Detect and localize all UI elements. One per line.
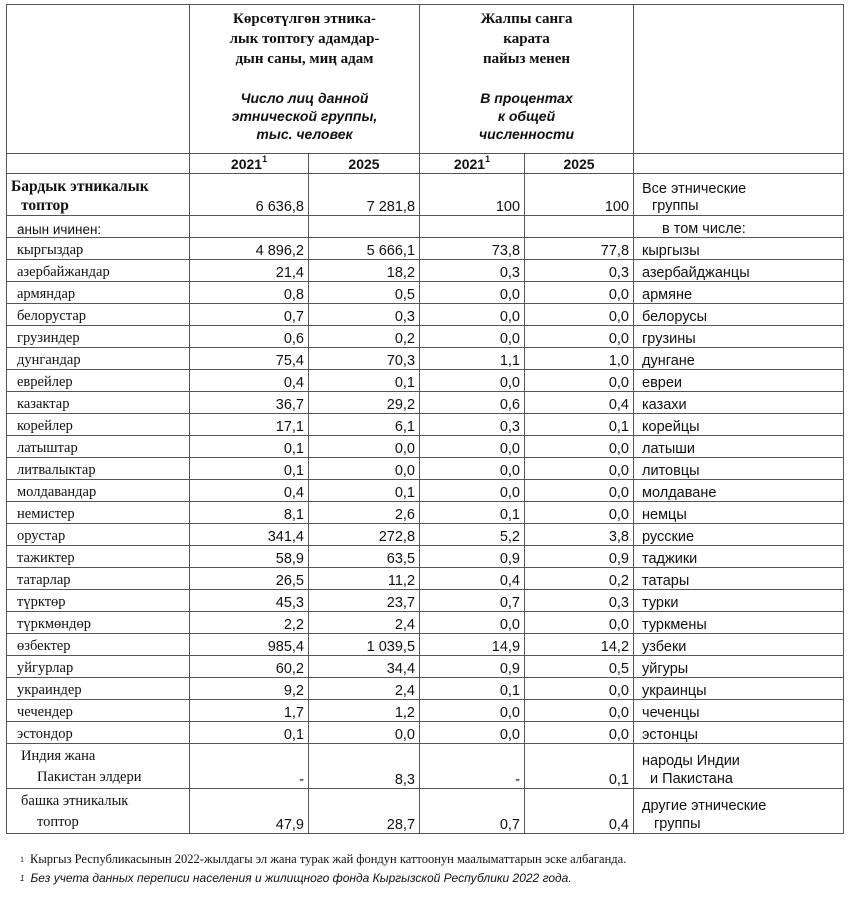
footnote-ky: $^1$ Кыргыз Республикасынын 2022-жылдагы эл жана турак жай фондун каттоонун маалыматтарын эске албаганда. xyxy=(20,852,627,866)
row-percent-2021: 0,1 xyxy=(420,502,525,524)
row-value-2021: 17,1 xyxy=(190,414,309,436)
footnote-ru: $^1$ Без учета данных переписи населения и жилищного фонда Кыргызской Республики 2022 года. xyxy=(20,871,572,885)
row-value-2021: 0,1 xyxy=(190,458,309,480)
row-ky-label: молдавандар xyxy=(7,480,190,502)
row-value-2021: 4 896,2 xyxy=(190,238,309,260)
table-header-row xyxy=(7,5,844,154)
total-row xyxy=(7,174,844,216)
header-count-ru-line: этнической группы, xyxy=(231,108,378,124)
row-ru-label: русские xyxy=(634,524,844,546)
row-ky-label: белорустар xyxy=(7,304,190,326)
row-ky-label: корейлер xyxy=(7,414,190,436)
row-value-2025: 2,6 xyxy=(309,502,420,524)
table-row xyxy=(7,634,844,656)
header-percent-ru-line: к общей xyxy=(497,108,556,124)
total-ky-label: Бардык этникалык топтор xyxy=(7,174,190,216)
row-ru-label: чеченцы xyxy=(634,700,844,722)
row-percent-2021: 0,0 xyxy=(420,436,525,458)
row-ky-label: грузиндер xyxy=(7,326,190,348)
row-percent-2021: 0,0 xyxy=(420,326,525,348)
table-row xyxy=(7,612,844,634)
other-row xyxy=(7,789,844,834)
row-ru-label: таджики xyxy=(634,546,844,568)
row-ru-label: немцы xyxy=(634,502,844,524)
row-value-2021: 985,4 xyxy=(190,634,309,656)
ethnic-rows xyxy=(7,238,844,744)
row-percent-2021: 5,2 xyxy=(420,524,525,546)
row-percent-2021: 0,0 xyxy=(420,480,525,502)
row-percent-2025: 0,3 xyxy=(525,260,634,282)
subhead-row xyxy=(7,216,844,238)
row-ru-label: кыргызы xyxy=(634,238,844,260)
table-row xyxy=(7,700,844,722)
row-value-2021: 21,4 xyxy=(190,260,309,282)
row-percent-2021: 0,0 xyxy=(420,700,525,722)
row-ky-label: орустар xyxy=(7,524,190,546)
total-ru-label: Все этнические группы xyxy=(634,174,844,216)
header-percent-ky-line: Жалпы санга xyxy=(480,11,573,27)
row-ky-label: түрктөр xyxy=(7,590,190,612)
subhead-ky: анын ичинен: xyxy=(7,216,190,238)
india-ky-label: Индия жана Пакистан элдери xyxy=(7,744,190,789)
row-value-2021: 9,2 xyxy=(190,678,309,700)
other-ru-label: другие этнические группы xyxy=(634,789,844,834)
row-value-2021: 0,1 xyxy=(190,722,309,744)
row-ru-label: уйгуры xyxy=(634,656,844,678)
row-percent-2021: 0,4 xyxy=(420,568,525,590)
row-ru-label: туркмены xyxy=(634,612,844,634)
row-percent-2025: 0,0 xyxy=(525,612,634,634)
row-value-2025: 0,0 xyxy=(309,436,420,458)
table-row xyxy=(7,568,844,590)
table-row xyxy=(7,260,844,282)
header-percent-ru-line: В процентах xyxy=(480,90,573,106)
row-percent-2025: 77,8 xyxy=(525,238,634,260)
year-2021-percent: 2021$^1$ xyxy=(420,154,525,174)
year-2021-count: 2021$^1$ xyxy=(190,154,309,174)
row-percent-2025: 0,0 xyxy=(525,326,634,348)
header-percent-ru-line: численности xyxy=(478,126,575,142)
row-percent-2025: 0,4 xyxy=(525,392,634,414)
row-percent-2021: 1,1 xyxy=(420,348,525,370)
row-ky-label: немистер xyxy=(7,502,190,524)
row-ky-label: дунгандар xyxy=(7,348,190,370)
row-value-2021: 75,4 xyxy=(190,348,309,370)
row-percent-2025: 3,8 xyxy=(525,524,634,546)
row-ky-label: өзбектер xyxy=(7,634,190,656)
row-percent-2021: 0,0 xyxy=(420,458,525,480)
total-percent-2021: 100 xyxy=(420,174,525,216)
india-value-2025: 8,3 xyxy=(309,744,420,789)
row-value-2025: 29,2 xyxy=(309,392,420,414)
table-row xyxy=(7,370,844,392)
header-blank-right xyxy=(634,5,844,154)
row-value-2025: 70,3 xyxy=(309,348,420,370)
row-percent-2021: 0,6 xyxy=(420,392,525,414)
row-value-2025: 1,2 xyxy=(309,700,420,722)
empty-cell xyxy=(420,216,525,238)
row-percent-2025: 0,5 xyxy=(525,656,634,678)
table-row xyxy=(7,480,844,502)
row-ky-label: литвалыктар xyxy=(7,458,190,480)
row-percent-2025: 0,0 xyxy=(525,480,634,502)
header-count-cell xyxy=(190,5,420,154)
row-value-2025: 0,0 xyxy=(309,458,420,480)
year-blank-left xyxy=(7,154,190,174)
subhead-ru: в том числе: xyxy=(634,216,844,238)
row-percent-2025: 0,9 xyxy=(525,546,634,568)
total-value-2025: 7 281,8 xyxy=(309,174,420,216)
row-ky-label: азербайжандар xyxy=(7,260,190,282)
table-row xyxy=(7,524,844,546)
row-value-2021: 1,7 xyxy=(190,700,309,722)
row-percent-2021: 0,0 xyxy=(420,282,525,304)
row-ru-label: латыши xyxy=(634,436,844,458)
row-ky-label: кыргыздар xyxy=(7,238,190,260)
header-count-ky-line: дын саны, миң адам xyxy=(235,51,374,67)
statistics-table-wrapper xyxy=(6,4,843,834)
header-count-ru-line: тыс. человек xyxy=(256,126,353,142)
row-value-2021: 8,1 xyxy=(190,502,309,524)
row-ru-label: армяне xyxy=(634,282,844,304)
table-row xyxy=(7,282,844,304)
row-ky-label: уйгурлар xyxy=(7,656,190,678)
empty-cell xyxy=(525,216,634,238)
row-ky-label: тажиктер xyxy=(7,546,190,568)
row-percent-2025: 0,0 xyxy=(525,458,634,480)
other-percent-2021: 0,7 xyxy=(420,789,525,834)
table-row xyxy=(7,590,844,612)
row-value-2021: 60,2 xyxy=(190,656,309,678)
table-row xyxy=(7,304,844,326)
table-row xyxy=(7,678,844,700)
table-row xyxy=(7,656,844,678)
row-percent-2025: 0,0 xyxy=(525,304,634,326)
row-value-2021: 0,8 xyxy=(190,282,309,304)
row-ky-label: түркмөндөр xyxy=(7,612,190,634)
row-percent-2021: 0,0 xyxy=(420,612,525,634)
row-percent-2025: 1,0 xyxy=(525,348,634,370)
header-blank-left xyxy=(7,5,190,154)
year-header-row xyxy=(7,154,844,174)
row-ru-label: турки xyxy=(634,590,844,612)
row-ru-label: евреи xyxy=(634,370,844,392)
table-row xyxy=(7,502,844,524)
row-value-2021: 0,7 xyxy=(190,304,309,326)
row-value-2025: 2,4 xyxy=(309,612,420,634)
table-row xyxy=(7,348,844,370)
table-row xyxy=(7,436,844,458)
row-percent-2025: 0,1 xyxy=(525,414,634,436)
header-percent-cell xyxy=(420,5,634,154)
header-count-ru-line: Число лиц данной xyxy=(240,90,369,106)
row-percent-2025: 0,0 xyxy=(525,436,634,458)
row-ru-label: эстонцы xyxy=(634,722,844,744)
row-percent-2025: 0,0 xyxy=(525,370,634,392)
table-row xyxy=(7,722,844,744)
row-percent-2025: 14,2 xyxy=(525,634,634,656)
row-ky-label: армяндар xyxy=(7,282,190,304)
row-value-2025: 6,1 xyxy=(309,414,420,436)
empty-cell xyxy=(309,216,420,238)
row-value-2025: 23,7 xyxy=(309,590,420,612)
year-2025-count: 2025 xyxy=(309,154,420,174)
row-value-2025: 5 666,1 xyxy=(309,238,420,260)
other-value-2025: 28,7 xyxy=(309,789,420,834)
india-percent-2025: 0,1 xyxy=(525,744,634,789)
row-value-2021: 36,7 xyxy=(190,392,309,414)
row-ru-label: белорусы xyxy=(634,304,844,326)
row-percent-2021: 0,3 xyxy=(420,414,525,436)
row-percent-2021: 73,8 xyxy=(420,238,525,260)
row-ru-label: азербайджанцы xyxy=(634,260,844,282)
table-row xyxy=(7,238,844,260)
row-ru-label: дунгане xyxy=(634,348,844,370)
row-value-2021: 341,4 xyxy=(190,524,309,546)
ethnic-groups-table xyxy=(6,4,844,834)
row-ky-label: казактар xyxy=(7,392,190,414)
row-value-2025: 0,0 xyxy=(309,722,420,744)
header-percent-ky-line: пайыз менен xyxy=(482,51,571,67)
row-value-2021: 0,6 xyxy=(190,326,309,348)
table-row xyxy=(7,326,844,348)
other-percent-2025: 0,4 xyxy=(525,789,634,834)
india-ru-label: народы Индии и Пакистана xyxy=(634,744,844,789)
other-ky-label: башка этникалык топтор xyxy=(7,789,190,834)
row-value-2025: 0,3 xyxy=(309,304,420,326)
row-percent-2025: 0,0 xyxy=(525,678,634,700)
header-percent-ky-line: карата xyxy=(503,31,550,47)
row-ky-label: чечендер xyxy=(7,700,190,722)
row-percent-2025: 0,0 xyxy=(525,502,634,524)
row-percent-2021: 0,3 xyxy=(420,260,525,282)
row-ky-label: еврейлер xyxy=(7,370,190,392)
row-ky-label: татарлар xyxy=(7,568,190,590)
row-value-2021: 2,2 xyxy=(190,612,309,634)
row-percent-2025: 0,2 xyxy=(525,568,634,590)
india-row xyxy=(7,744,844,789)
row-value-2025: 0,1 xyxy=(309,370,420,392)
row-percent-2021: 14,9 xyxy=(420,634,525,656)
row-value-2021: 0,1 xyxy=(190,436,309,458)
row-percent-2025: 0,0 xyxy=(525,282,634,304)
row-percent-2025: 0,0 xyxy=(525,700,634,722)
india-value-2021: - xyxy=(190,744,309,789)
other-value-2021: 47,9 xyxy=(190,789,309,834)
row-percent-2021: 0,0 xyxy=(420,304,525,326)
row-value-2021: 0,4 xyxy=(190,480,309,502)
row-ru-label: корейцы xyxy=(634,414,844,436)
row-percent-2021: 0,0 xyxy=(420,722,525,744)
row-percent-2021: 0,9 xyxy=(420,546,525,568)
row-ru-label: татары xyxy=(634,568,844,590)
table-row xyxy=(7,392,844,414)
empty-cell xyxy=(190,216,309,238)
year-2025-percent: 2025 xyxy=(525,154,634,174)
row-ru-label: грузины xyxy=(634,326,844,348)
total-value-2021: 6 636,8 xyxy=(190,174,309,216)
total-percent-2025: 100 xyxy=(525,174,634,216)
row-value-2025: 0,5 xyxy=(309,282,420,304)
row-ky-label: латыштар xyxy=(7,436,190,458)
table-row xyxy=(7,546,844,568)
row-value-2021: 0,4 xyxy=(190,370,309,392)
row-value-2025: 34,4 xyxy=(309,656,420,678)
row-ky-label: эстондор xyxy=(7,722,190,744)
india-percent-2021: - xyxy=(420,744,525,789)
header-count-ky-line: лык топтогу адамдар- xyxy=(229,31,380,47)
year-blank-right xyxy=(634,154,844,174)
row-percent-2025: 0,3 xyxy=(525,590,634,612)
row-value-2021: 45,3 xyxy=(190,590,309,612)
row-value-2021: 26,5 xyxy=(190,568,309,590)
row-value-2025: 0,2 xyxy=(309,326,420,348)
row-percent-2021: 0,0 xyxy=(420,370,525,392)
row-percent-2021: 0,7 xyxy=(420,590,525,612)
row-ru-label: казахи xyxy=(634,392,844,414)
row-value-2025: 18,2 xyxy=(309,260,420,282)
row-ky-label: украиндер xyxy=(7,678,190,700)
row-percent-2021: 0,9 xyxy=(420,656,525,678)
row-value-2025: 0,1 xyxy=(309,480,420,502)
row-percent-2025: 0,0 xyxy=(525,722,634,744)
row-value-2025: 63,5 xyxy=(309,546,420,568)
row-ru-label: литовцы xyxy=(634,458,844,480)
row-ru-label: молдаване xyxy=(634,480,844,502)
row-value-2025: 1 039,5 xyxy=(309,634,420,656)
row-ru-label: украинцы xyxy=(634,678,844,700)
table-row xyxy=(7,414,844,436)
header-count-ky-line: Көрсөтүлгөн этника- xyxy=(233,11,376,27)
row-value-2025: 2,4 xyxy=(309,678,420,700)
row-ru-label: узбеки xyxy=(634,634,844,656)
table-row xyxy=(7,458,844,480)
footnotes xyxy=(20,850,840,888)
row-value-2025: 272,8 xyxy=(309,524,420,546)
row-value-2021: 58,9 xyxy=(190,546,309,568)
row-percent-2021: 0,1 xyxy=(420,678,525,700)
row-value-2025: 11,2 xyxy=(309,568,420,590)
